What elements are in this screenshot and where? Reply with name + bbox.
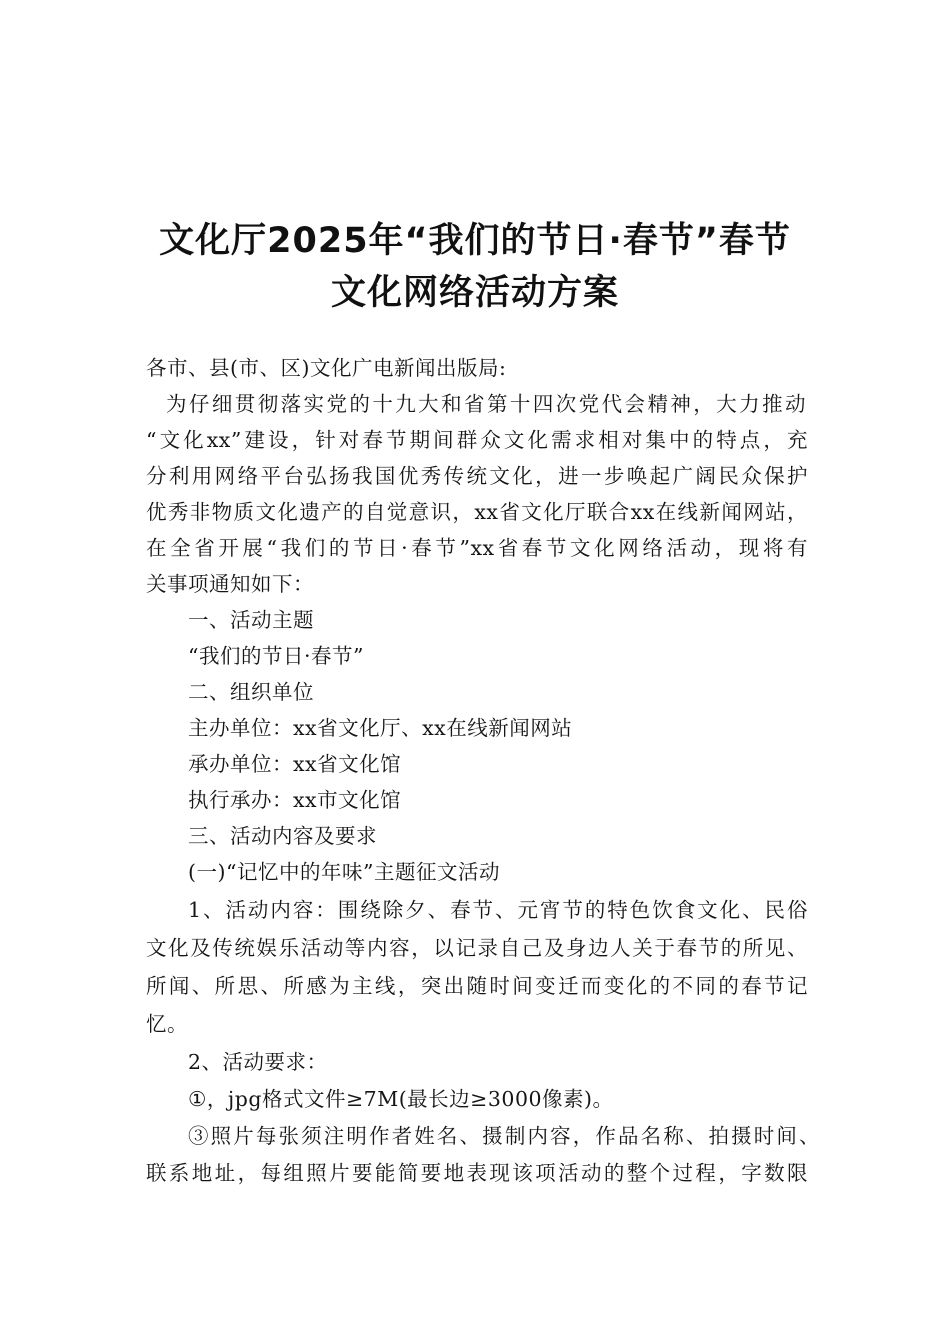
body-line: “我们的节日·春节” bbox=[188, 644, 364, 668]
section-heading: 三、活动内容及要求 bbox=[188, 824, 377, 848]
body-line: 文化及传统娱乐活动等内容，以记录自己及身边人关于春节的所见、 bbox=[146, 936, 808, 960]
body-line: 关事项通知如下： bbox=[146, 572, 314, 596]
body-line: “文化xx”建设，针对春节期间群众文化需求相对集中的特点，充 bbox=[146, 428, 808, 452]
body-line: 优秀非物质文化遗产的自觉意识，xx省文化厅联合xx在线新闻网站， bbox=[146, 500, 808, 524]
body-line: 分利用网络平台弘扬我国优秀传统文化，进一步唤起广阔民众保护 bbox=[146, 464, 808, 488]
document-title-line-1: 文化厅2025年“我们的节日·春节”春节 bbox=[159, 221, 791, 261]
body-line: 1、活动内容：围绕除夕、春节、元宵节的特色饮食文化、民俗 bbox=[188, 898, 808, 922]
body-line: 承办单位：xx省文化馆 bbox=[188, 752, 402, 776]
body-line: 2、活动要求： bbox=[188, 1050, 328, 1074]
salutation: 各市、县(市、区)文化广电新闻出版局: bbox=[146, 356, 507, 380]
body-line: 执行承办：xx市文化馆 bbox=[188, 788, 402, 812]
body-line: 忆。 bbox=[146, 1012, 188, 1036]
body-line: 为仔细贯彻落实党的十九大和省第十四次党代会精神，大力推动 bbox=[166, 392, 806, 416]
body-line: 联系地址，每组照片要能简要地表现该项活动的整个过程，字数限 bbox=[146, 1161, 808, 1185]
body-line: ③照片每张须注明作者姓名、摄制内容，作品名称、拍摄时间、 bbox=[188, 1124, 820, 1148]
body-line: 主办单位：xx省文化厅、xx在线新闻网站 bbox=[188, 716, 573, 740]
section-heading: 一、活动主题 bbox=[188, 608, 314, 632]
body-line: 在全省开展“我们的节日·春节”xx省春节文化网络活动，现将有 bbox=[146, 536, 808, 560]
section-heading: 二、组织单位 bbox=[188, 680, 314, 704]
document-title-line-2: 文化网络活动方案 bbox=[330, 273, 619, 313]
subsection-heading: (一)“记忆中的年味”主题征文活动 bbox=[188, 860, 500, 884]
body-line: ①，jpg格式文件≥7M(最长边≥3000像素)。 bbox=[188, 1087, 614, 1111]
body-line: 所闻、所思、所感为主线，突出随时间变迁而变化的不同的春节记 bbox=[146, 974, 808, 998]
